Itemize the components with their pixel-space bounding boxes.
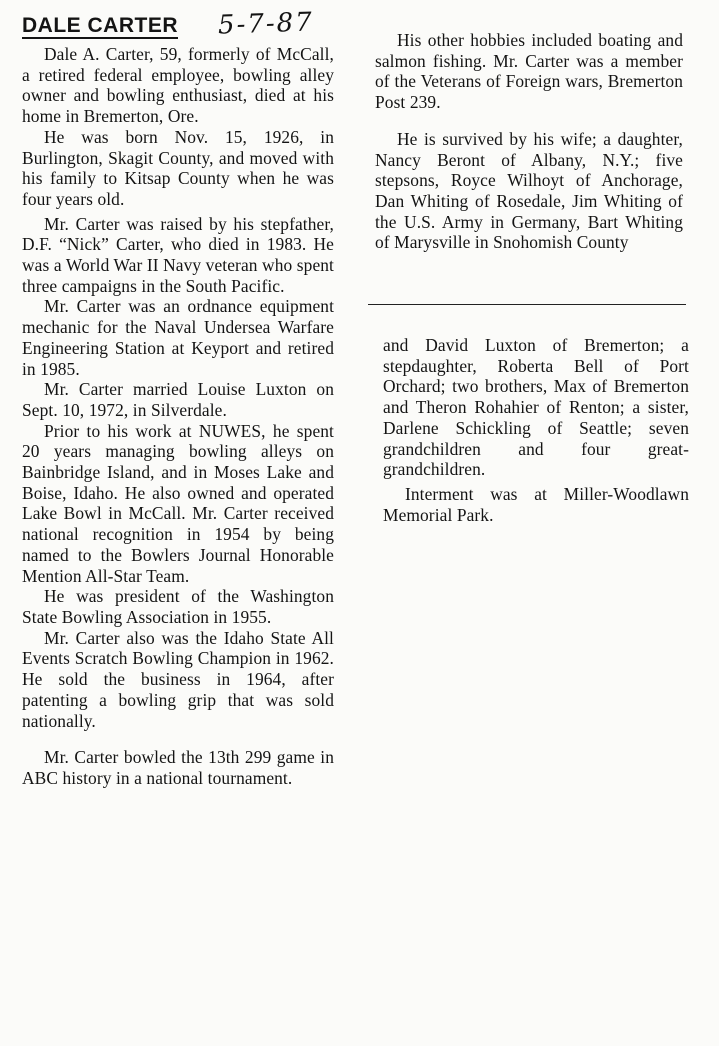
column-1 [22, 7, 334, 789]
paragraph: He was born Nov. 15, 1926, in Burlington, Skagit County, and moved with his family to Kitsap County when he was four years old. [22, 126, 334, 209]
column-divider-rule [368, 304, 686, 305]
paragraph: Dale A. Carter, 59, formerly of McCall, a retired federal employee, bowling alley owner and bowling enthusiast, died at his home in Bremerton, Ore. [22, 44, 334, 127]
handwritten-date: 5-7-87 [217, 7, 315, 41]
column-3 [383, 335, 689, 525]
headline-row [22, 7, 334, 44]
obituary-headline: DALE CARTER [22, 14, 178, 37]
paragraph: and David Luxton of Bremerton; a stepdaughter, Roberta Bell of Port Orchard; two brothers, Max of Bremerton and Theron Rohahier of Renton; a sister, Darlene Schickling of Seattle; seven grandchildren and four great-grandchildren. [383, 335, 689, 480]
paragraph: Mr. Carter bowled the 13th 299 game in ABC history in a national tournament. [22, 747, 334, 788]
column-2 [375, 30, 683, 253]
paragraph: His other hobbies included boating and salmon fishing. Mr. Carter was a member of the Veterans of Foreign wars, Bremerton Post 239. [375, 30, 683, 113]
paragraph: He is survived by his wife; a daughter, Nancy Beront of Albany, N.Y.; five stepsons, Royce Wilhoyt of Anchorage, Dan Whiting of Rosedale, Jim Whiting of the U.S. Army in Germany, Bart Whiting of Marysville in Snohomish County [375, 128, 683, 253]
paragraph: Mr. Carter was an ordnance equipment mechanic for the Naval Undersea Warfare Engineering Station at Keyport and retired in 1985. [22, 296, 334, 379]
paragraph: Prior to his work at NUWES, he spent 20 years managing bowling alleys on Bainbridge Island, and in Moses Lake and Boise, Idaho. He also owned and operated Lake Bowl in McCall. Mr. Carter received national recognition in 1954 by being named to the Bowlers Journal Honorable Mention All-Star Team. [22, 420, 334, 586]
paragraph: Mr. Carter was raised by his stepfather, D.F. “Nick” Carter, who died in 1983. He was a World War II Navy veteran who spent three campaigns in the South Pacific. [22, 213, 334, 296]
paragraph: Mr. Carter married Louise Luxton on Sept. 10, 1972, in Silverdale. [22, 379, 334, 420]
paragraph: He was president of the Washington State Bowling Association in 1955. [22, 586, 334, 627]
paragraph: Interment was at Miller-Woodlawn Memorial Park. [383, 483, 689, 525]
paragraph: Mr. Carter also was the Idaho State All Events Scratch Bowling Champion in 1962. He sold the business in 1964, after patenting a bowling grip that was sold nationally. [22, 627, 334, 731]
